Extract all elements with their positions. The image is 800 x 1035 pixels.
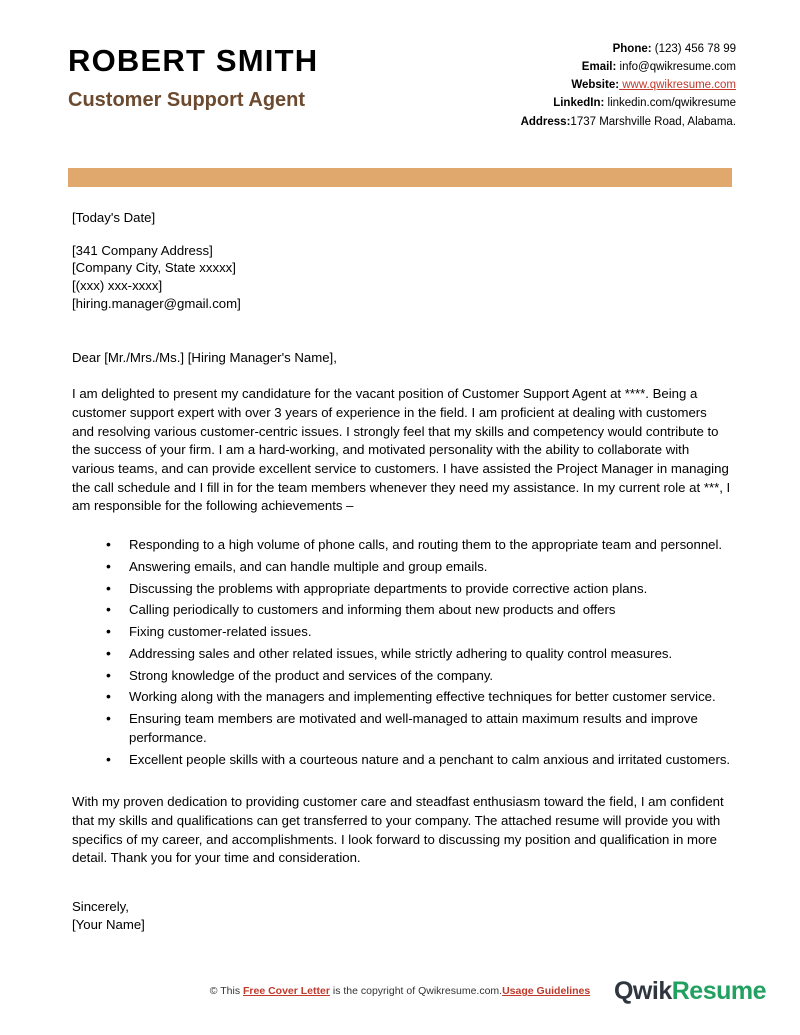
contact-info-block (521, 36, 736, 131)
recipient-address-block (72, 242, 732, 314)
letter-body (0, 187, 800, 934)
logo-text-resume: Resume (671, 979, 766, 1005)
accent-divider-bar (68, 168, 732, 187)
contact-label-email: Email: (581, 61, 617, 74)
footer-usage-guidelines-link[interactable]: Usage Guidelines (502, 985, 591, 997)
list-item: • Ensuring team members are motivated and well-managed to attain maximum results and improve performance. (104, 710, 732, 747)
list-item: • Discussing the problems with appropriate departments to provide corrective action plans. (104, 580, 732, 599)
footer-copyright-prefix: © This (209, 985, 243, 997)
footer-copyright-middle: is the copyright of Qwikresume.com. (329, 985, 503, 997)
footer-free-cover-letter-link[interactable]: Free Cover Letter (242, 985, 330, 997)
contact-label-phone: Phone: (612, 43, 652, 55)
list-item: • Addressing sales and other related issues, while strictly adhering to quality control measures. (104, 645, 732, 664)
recipient-address-line: [341 Company Address] (72, 242, 213, 258)
opening-paragraph: I am delighted to present my candidature for the vacant position of Customer Support Agent at ****. Being a customer support expert with over 3 years of experience in the field. I am proficient at dealing with customers and resolving various customer-centric issues. I strongly feel that my skills and competency would contribute to the success of your firm. I am a hard-working, and motivated personality with the ability to collaborate with various teams, and can provide excellent service to customers. I have assisted the Project Manager in managing the call schedule and I fill in for the team members whenever they need my assistance. In my current role at ***, I am responsible for the following achievements – (72, 386, 731, 514)
recipient-address-line: [Company City, State xxxxx] (72, 260, 236, 276)
contact-value-email: info@qwikresume.com (616, 61, 736, 74)
contact-value-phone: (123) 456 78 99 (651, 43, 736, 55)
contact-row-email (521, 58, 736, 76)
letter-header (0, 0, 800, 131)
contact-label-website: Website: (571, 79, 620, 92)
contact-value-address: 1737 Marshville Road, Alabama. (570, 115, 736, 128)
signoff-block (72, 898, 732, 934)
contact-label-linkedin: LinkedIn: (553, 97, 605, 110)
contact-label-address: Address: (520, 115, 571, 128)
applicant-job-title: Customer Support Agent (68, 89, 306, 112)
recipient-address-line: [(xxx) xxx-xxxx] (72, 278, 163, 294)
list-item: • Answering emails, and can handle multiple and group emails. (104, 558, 732, 577)
signoff-name: [Your Name] (72, 917, 145, 933)
contact-value-website-link[interactable]: www.qwikresume.com (619, 79, 736, 92)
list-item: • Fixing customer-related issues. (104, 623, 732, 642)
signoff-closing: Sincerely, (72, 899, 129, 915)
closing-paragraph: With my proven dedication to providing customer care and steadfast enthusiasm toward the field, I am confident that my skills and qualifications can get transferred to your company. The attached resume will provide you with specifics of my career, and accomplishments. I look forward to discussing my position and qualification in more detail. Thank you for your time and consideration. (72, 794, 724, 866)
qwikresume-logo[interactable] (614, 979, 766, 1005)
date-placeholder: [Today's Date] (72, 209, 156, 225)
list-item: • Responding to a high volume of phone calls, and routing them to the appropriate team and personnel. (104, 536, 732, 555)
contact-row-phone (521, 40, 736, 58)
list-item: • Calling periodically to customers and informing them about new products and offers (104, 601, 732, 620)
contact-row-linkedin (521, 94, 736, 112)
list-item: • Excellent people skills with a courteous nature and a penchant to calm anxious and irritated customers. (104, 751, 732, 770)
salutation: Dear [Mr./Mrs./Ms.] [Hiring Manager's Name], (72, 350, 337, 366)
contact-value-linkedin: linkedin.com/qwikresume (604, 97, 736, 110)
page-footer (0, 973, 800, 1035)
applicant-name: ROBERT SMITH (68, 43, 319, 78)
contact-row-address (521, 113, 736, 131)
list-item: • Strong knowledge of the product and services of the company. (104, 667, 732, 686)
identity-block (68, 36, 318, 111)
recipient-address-line: [hiring.manager@gmail.com] (72, 296, 241, 312)
contact-row-website (521, 76, 736, 94)
spacer-after-divider (72, 187, 732, 209)
list-item: • Working along with the managers and implementing effective techniques for better customer service. (104, 688, 732, 707)
logo-text-qwik: Qwik (613, 979, 672, 1005)
achievements-list (72, 536, 732, 769)
